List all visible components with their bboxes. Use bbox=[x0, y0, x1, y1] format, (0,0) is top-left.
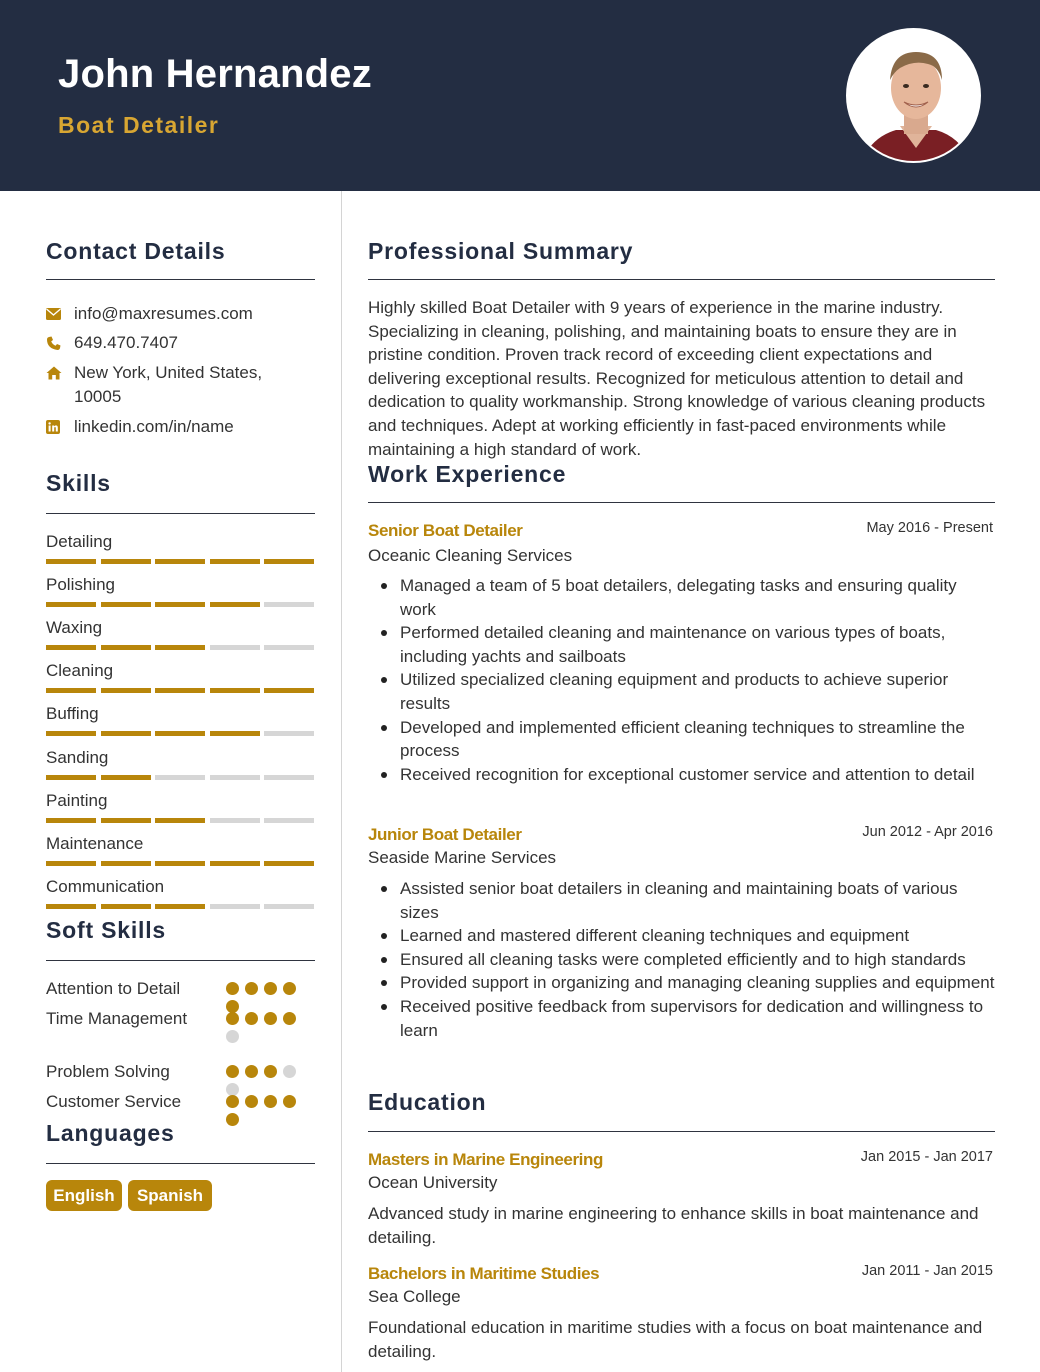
skill-label: Waxing bbox=[46, 618, 103, 637]
skill-level-segment bbox=[210, 731, 260, 736]
skill-label: Cleaning bbox=[46, 661, 114, 680]
skill-level-segment bbox=[264, 818, 314, 823]
job-dates: Jun 2012 - Apr 2016 bbox=[862, 824, 993, 840]
skill-level-segment bbox=[210, 559, 260, 564]
skill-label: Painting bbox=[46, 791, 108, 810]
skill-level-segment bbox=[46, 861, 96, 866]
skill-level-segment bbox=[210, 602, 260, 607]
summary-section-rule bbox=[368, 279, 995, 280]
skill-level-segment bbox=[210, 775, 260, 780]
skill-level-bar bbox=[46, 559, 314, 564]
job-bullet: Developed and implemented efficient cleaning techniques to streamline the process bbox=[368, 716, 996, 763]
education-section-rule bbox=[368, 1131, 995, 1132]
rating-dot bbox=[245, 1012, 258, 1025]
job-company: Oceanic Cleaning Services bbox=[368, 546, 573, 565]
job-bullet: Provided support in organizing and managing cleaning supplies and equipment bbox=[368, 971, 996, 995]
rating-dot bbox=[245, 982, 258, 995]
contact-section-rule bbox=[46, 279, 315, 280]
skill-level-segment bbox=[46, 904, 96, 909]
skill-level-bar bbox=[46, 731, 314, 736]
rating-dot bbox=[245, 1095, 258, 1108]
skill-level-segment bbox=[46, 645, 96, 650]
skill-level-segment bbox=[155, 861, 205, 866]
contact-phone-text: 649.470.7407 bbox=[74, 333, 178, 352]
school-name: Ocean University bbox=[368, 1173, 498, 1192]
skill-item bbox=[46, 791, 314, 811]
skill-level-segment bbox=[264, 904, 314, 909]
job-bullet: Learned and mastered different cleaning techniques and equipment bbox=[368, 924, 996, 948]
skill-level-segment bbox=[101, 645, 151, 650]
skill-level-segment bbox=[155, 559, 205, 564]
skill-label: Detailing bbox=[46, 532, 113, 551]
skill-level-bar bbox=[46, 775, 314, 780]
rating-dot bbox=[226, 1065, 239, 1078]
envelope-icon bbox=[46, 302, 74, 326]
rating-dot bbox=[226, 1113, 239, 1126]
education-section-title: Education bbox=[368, 1089, 487, 1115]
skill-level-bar bbox=[46, 645, 314, 650]
skill-level-segment bbox=[264, 559, 314, 564]
home-icon bbox=[46, 361, 74, 385]
skill-item bbox=[46, 575, 314, 595]
experience-section-rule bbox=[368, 502, 995, 503]
rating-dot bbox=[283, 1065, 296, 1078]
soft-skill-label: Attention to Detail bbox=[46, 979, 181, 998]
skill-level-segment bbox=[46, 688, 96, 693]
job-bullet: Received positive feedback from supervisors for dedication and willingness to learn bbox=[368, 995, 996, 1042]
skill-label: Maintenance bbox=[46, 834, 144, 853]
skill-level-segment bbox=[210, 818, 260, 823]
soft-skill-item bbox=[46, 1090, 314, 1113]
degree-title: Masters in Marine Engineering bbox=[368, 1150, 603, 1169]
skill-level-segment bbox=[155, 645, 205, 650]
experience-section-title: Work Experience bbox=[368, 461, 567, 487]
skill-level-segment bbox=[264, 688, 314, 693]
skill-level-segment bbox=[210, 861, 260, 866]
skill-level-bar bbox=[46, 688, 314, 693]
rating-dot bbox=[264, 1095, 277, 1108]
skill-level-segment bbox=[155, 904, 205, 909]
skill-level-segment bbox=[46, 775, 96, 780]
skill-item bbox=[46, 532, 314, 552]
soft-skill-rating bbox=[226, 1012, 308, 1043]
skill-item bbox=[46, 834, 314, 854]
skills-section-rule bbox=[46, 513, 315, 514]
skill-level-segment bbox=[264, 861, 314, 866]
skill-level-bar bbox=[46, 602, 314, 607]
soft-skills-section-title: Soft Skills bbox=[46, 917, 166, 943]
contact-linkedin-text: linkedin.com/in/name bbox=[74, 417, 234, 436]
skill-level-segment bbox=[101, 602, 151, 607]
skill-item bbox=[46, 661, 314, 681]
skill-item bbox=[46, 618, 314, 638]
linkedin-icon bbox=[46, 415, 74, 439]
skill-level-segment bbox=[101, 559, 151, 564]
degree-dates: Jan 2011 - Jan 2015 bbox=[861, 1263, 993, 1279]
profile-photo bbox=[846, 28, 981, 163]
skill-label: Buffing bbox=[46, 704, 99, 723]
skill-label: Communication bbox=[46, 877, 165, 896]
summary-text: Highly skilled Boat Detailer with 9 years of experience in the marine industry. Specializing in cleaning, polishing, and maintaining boats to ensure they are in pristine condition. Proven track record of exceeding client expectations and delivering exceptional results. Recognized for meticulous attention to detail and dedication to quality workmanship. Strong knowledge of various cleaning products and techniques. Adept at working efficiently in fast-paced environments while maintaining a high standard of work. bbox=[368, 298, 986, 459]
job-company: Seaside Marine Services bbox=[368, 848, 557, 867]
phone-icon bbox=[46, 331, 74, 355]
skill-level-segment bbox=[155, 818, 205, 823]
language-badge: Spanish bbox=[128, 1180, 212, 1211]
skill-level-bar bbox=[46, 861, 314, 866]
skill-level-segment bbox=[46, 731, 96, 736]
job-bullet: Performed detailed cleaning and maintenance on various types of boats, including yachts and sailboats bbox=[368, 621, 996, 668]
column-divider bbox=[341, 191, 342, 1372]
skill-label: Sanding bbox=[46, 748, 109, 767]
contact-email bbox=[46, 302, 304, 326]
job-bullet: Utilized specialized cleaning equipment and products to achieve superior results bbox=[368, 668, 996, 715]
skill-level-segment bbox=[155, 602, 205, 607]
skill-level-segment bbox=[101, 775, 151, 780]
candidate-name: John Hernandez bbox=[58, 52, 372, 96]
skill-level-bar bbox=[46, 904, 314, 909]
language-badge: English bbox=[46, 1180, 122, 1211]
rating-dot bbox=[226, 982, 239, 995]
skill-level-segment bbox=[101, 688, 151, 693]
soft-skill-label: Customer Service bbox=[46, 1092, 182, 1111]
skill-level-segment bbox=[155, 731, 205, 736]
rating-dot bbox=[264, 982, 277, 995]
languages-section-rule bbox=[46, 1163, 315, 1164]
soft-skill-item bbox=[46, 977, 314, 1000]
soft-skill-label: Time Management bbox=[46, 1009, 188, 1028]
soft-skill-item bbox=[46, 1060, 314, 1083]
rating-dot bbox=[283, 1012, 296, 1025]
candidate-role: Boat Detailer bbox=[58, 112, 220, 138]
profile-photo-illustration bbox=[848, 30, 981, 163]
job-title: Junior Boat Detailer bbox=[368, 825, 522, 844]
rating-dot bbox=[264, 1012, 277, 1025]
degree-description: Foundational education in maritime studies with a focus on boat maintenance and detailing. bbox=[368, 1318, 983, 1361]
rating-dot bbox=[226, 1030, 239, 1043]
school-name: Sea College bbox=[368, 1287, 461, 1306]
degree-title: Bachelors in Maritime Studies bbox=[368, 1264, 600, 1283]
skill-level-segment bbox=[264, 602, 314, 607]
soft-skills-section-rule bbox=[46, 960, 315, 961]
skill-level-segment bbox=[46, 602, 96, 607]
contact-address bbox=[46, 361, 304, 409]
skill-level-segment bbox=[264, 645, 314, 650]
skills-section-title: Skills bbox=[46, 470, 111, 496]
skill-level-segment bbox=[264, 775, 314, 780]
soft-skill-rating bbox=[226, 1095, 308, 1126]
contact-email-text: info@maxresumes.com bbox=[74, 304, 253, 323]
skill-item bbox=[46, 704, 314, 724]
skill-level-segment bbox=[46, 559, 96, 564]
job-bullets bbox=[368, 877, 996, 1042]
job-bullet: Assisted senior boat detailers in cleaning and maintaining boats of various sizes bbox=[368, 877, 996, 924]
rating-dot bbox=[226, 1095, 239, 1108]
job-bullets bbox=[368, 574, 996, 786]
languages-section-title: Languages bbox=[46, 1120, 175, 1146]
skill-label: Polishing bbox=[46, 575, 115, 594]
rating-dot bbox=[283, 1095, 296, 1108]
summary-section-title: Professional Summary bbox=[368, 238, 634, 264]
skill-item bbox=[46, 877, 314, 897]
contact-address-text: New York, United States, 10005 bbox=[74, 363, 263, 406]
skill-level-segment bbox=[101, 731, 151, 736]
job-dates: May 2016 - Present bbox=[866, 520, 993, 536]
skill-level-segment bbox=[210, 688, 260, 693]
rating-dot bbox=[264, 1065, 277, 1078]
contact-phone bbox=[46, 331, 304, 355]
skill-level-segment bbox=[101, 818, 151, 823]
job-title: Senior Boat Detailer bbox=[368, 521, 523, 540]
soft-skill-item bbox=[46, 1007, 314, 1030]
rating-dot bbox=[245, 1065, 258, 1078]
skill-level-segment bbox=[155, 775, 205, 780]
skill-level-segment bbox=[155, 688, 205, 693]
skill-level-bar bbox=[46, 818, 314, 823]
job-bullet: Ensured all cleaning tasks were completed efficiently and to high standards bbox=[368, 948, 996, 972]
degree-description: Advanced study in marine engineering to enhance skills in boat maintenance and detailing. bbox=[368, 1204, 979, 1247]
rating-dot bbox=[283, 982, 296, 995]
soft-skill-label: Problem Solving bbox=[46, 1062, 170, 1081]
contact-linkedin bbox=[46, 415, 304, 439]
rating-dot bbox=[226, 1012, 239, 1025]
skill-level-segment bbox=[264, 731, 314, 736]
skill-level-segment bbox=[210, 904, 260, 909]
skill-level-segment bbox=[101, 904, 151, 909]
job-bullet: Received recognition for exceptional customer service and attention to detail bbox=[368, 763, 996, 787]
skill-item bbox=[46, 748, 314, 768]
resume-header bbox=[0, 0, 1040, 191]
job-bullet: Managed a team of 5 boat detailers, delegating tasks and ensuring quality work bbox=[368, 574, 996, 621]
skill-level-segment bbox=[210, 645, 260, 650]
degree-dates: Jan 2015 - Jan 2017 bbox=[860, 1149, 993, 1165]
skill-level-segment bbox=[101, 861, 151, 866]
contact-section-title: Contact Details bbox=[46, 238, 226, 264]
skill-level-segment bbox=[46, 818, 96, 823]
